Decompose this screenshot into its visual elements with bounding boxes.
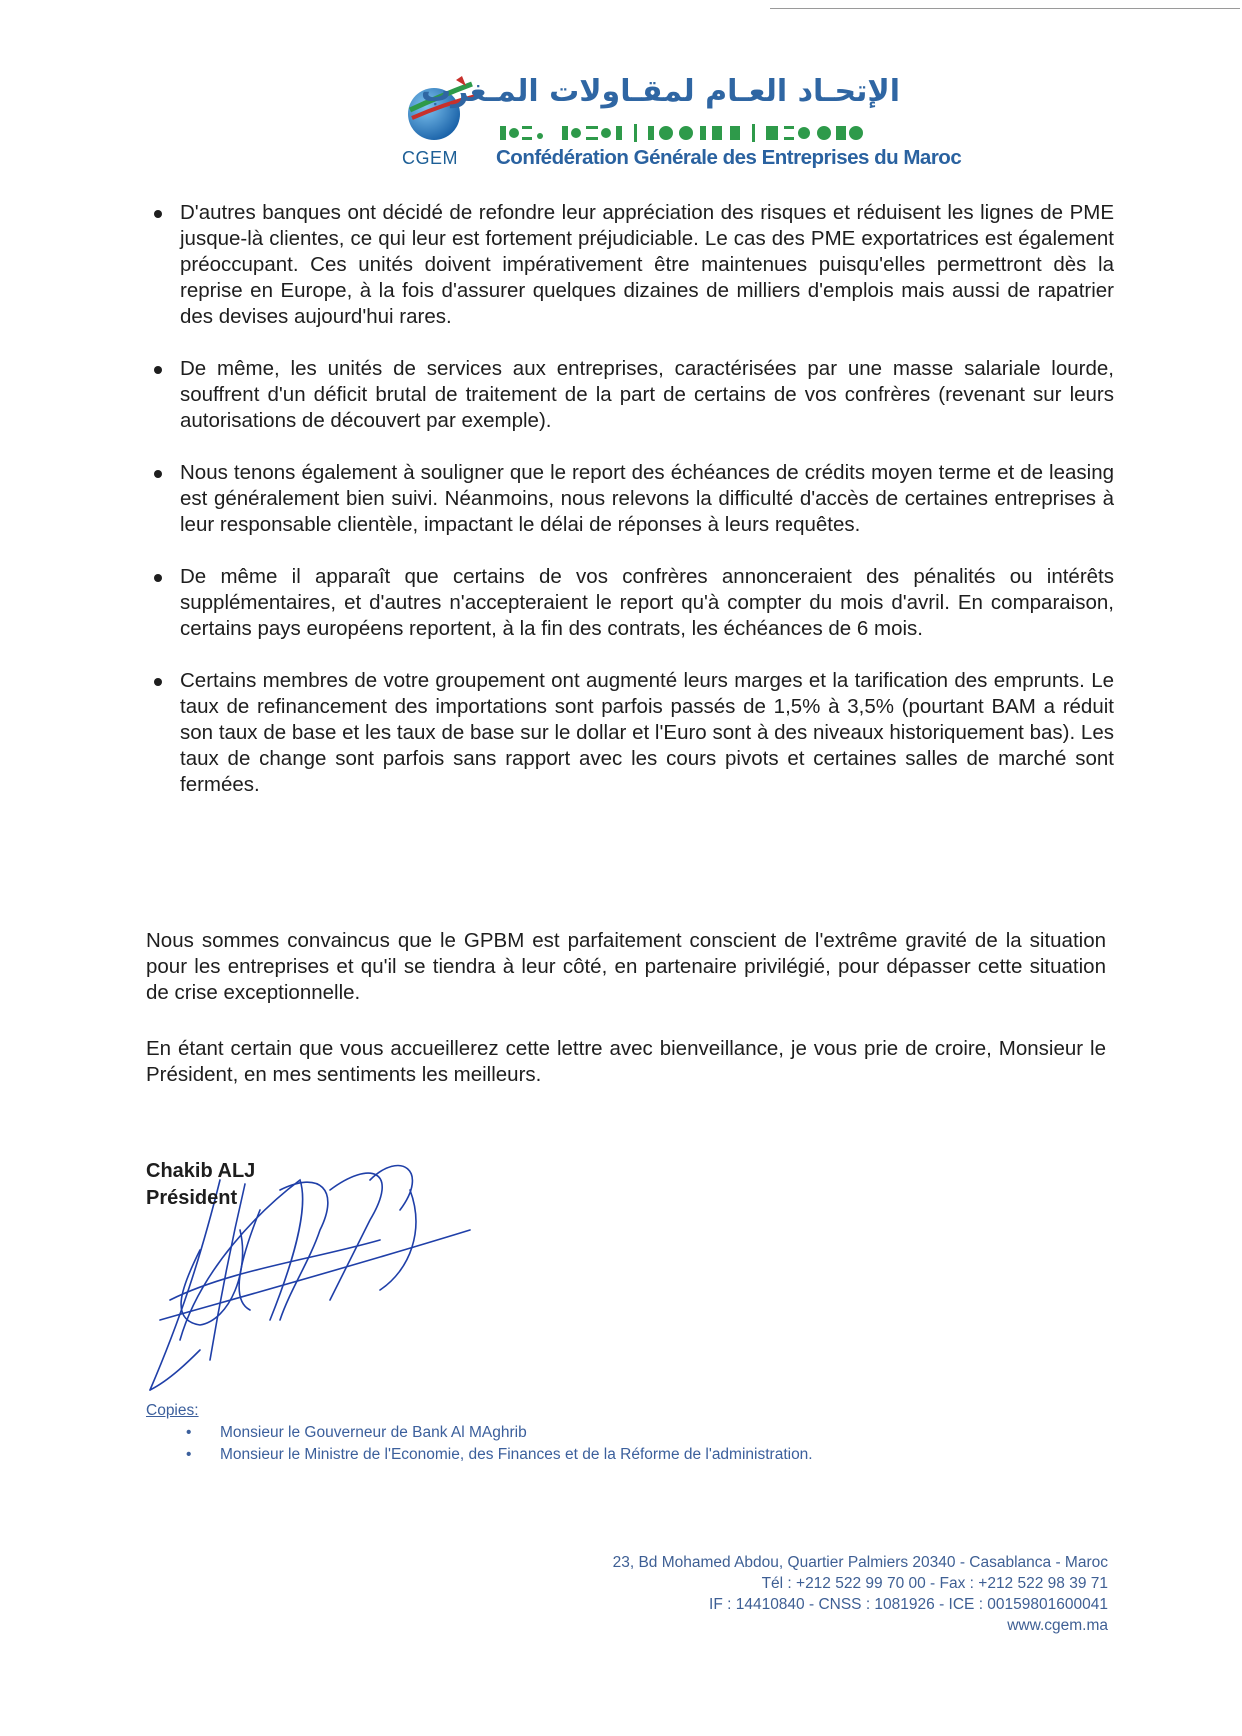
footer-ids: IF : 14410840 - CNSS : 1081926 - ICE : 00159801600041 <box>709 1596 1108 1613</box>
copies-label: Copies: <box>146 1402 199 1419</box>
list-item: De même, les unités de services aux entreprises, caractérisées par une masse salariale lourde, souffrent d'un déficit brutal de traitement de la part de certains de vos confrères (revenant sur leurs autorisations de découvert par exemple). <box>150 356 1114 434</box>
logo-text: CGEM <box>402 148 458 168</box>
list-item: De même il apparaît que certains de vos confrères annonceraient des pénalités ou intérêts supplémentaires, et d'autres n'accepteraient le report qu'à compter du mois d'avril. En comparaison, certains pays européens reportent, à la fin des contrats, les échéances de 6 mois. <box>150 564 1114 642</box>
footer-contact <box>613 1552 1108 1636</box>
signatory-name: Chakib ALJ <box>146 1160 256 1182</box>
footer-phone: Tél : +212 522 99 70 00 - Fax : +212 522 98 39 71 <box>761 1575 1108 1592</box>
top-rule <box>770 8 1240 9</box>
salutation-paragraph: En étant certain que vous accueillerez cette lettre avec bienveillance, je vous prie de croire, Monsieur le Président, en mes sentiments les meilleurs. <box>146 1037 1106 1086</box>
list-item: • Monsieur le Ministre de l'Economie, des Finances et de la Réforme de l'administration. <box>146 1444 813 1466</box>
letterhead <box>400 74 962 184</box>
closing-paragraph: Nous sommes convaincus que le GPBM est parfaitement conscient de l'extrême gravité de la situation pour les entreprises et qu'il se tiendra à leur côté, en partenaire privilégié, pour dépasser cette situation de crise exceptionnelle. <box>146 929 1106 1004</box>
signatory-title: Président <box>146 1187 238 1209</box>
list-item: D'autres banques ont décidé de refondre leur appréciation des risques et réduisent les lignes de PME jusque-là clientes, ce qui leur est fortement préjudiciable. Le cas des PME exportatrices est également préoccupant. Ces unités doivent impérativement être maintenues puisqu'elles permettront dès la reprise en Europe, à la fois d'assurer quelques dizaines de milliers d'emplois mais aussi de rapatrier des devises aujourd'hui rares. <box>150 200 1114 330</box>
copies-section <box>146 1402 813 1466</box>
list-item: Certains membres de votre groupement ont augmenté leurs marges et la tarification des emprunts. Le taux de refinancement des importations sont parfois passés de 1,5% à 3,5% (pourtant BAM a réduit son taux de base et les taux de base sur le dollar et l'Euro sont à des niveaux historiquement bas). Les taux de change sont parfois sans rapport avec les cours pivots et certaines salles de marché sont fermées. <box>150 668 1114 798</box>
list-item: Nous tenons également à souligner que le report des échéances de crédits moyen terme et de leasing est généralement bien suivi. Néanmoins, nous relevons la difficulté d'accès de certaines entreprises à leur responsable clientèle, impactant le délai de réponses à leurs requêtes. <box>150 460 1114 538</box>
tifinagh-name-graphic <box>500 120 900 142</box>
footer-website: www.cgem.ma <box>1007 1617 1108 1634</box>
arabic-name: الإتحـاد العـام لمقـاولات المـغرب <box>420 74 900 109</box>
copies-list <box>146 1422 813 1466</box>
signatory <box>146 1158 255 1212</box>
french-name: Confédération Générale des Entreprises du Maroc <box>496 146 962 169</box>
list-item: • Monsieur le Gouverneur de Bank Al MAghrib <box>146 1422 813 1444</box>
footer-address: 23, Bd Mohamed Abdou, Quartier Palmiers 20340 - Casablanca - Maroc <box>612 1554 1108 1571</box>
concerns-list <box>150 200 1114 824</box>
